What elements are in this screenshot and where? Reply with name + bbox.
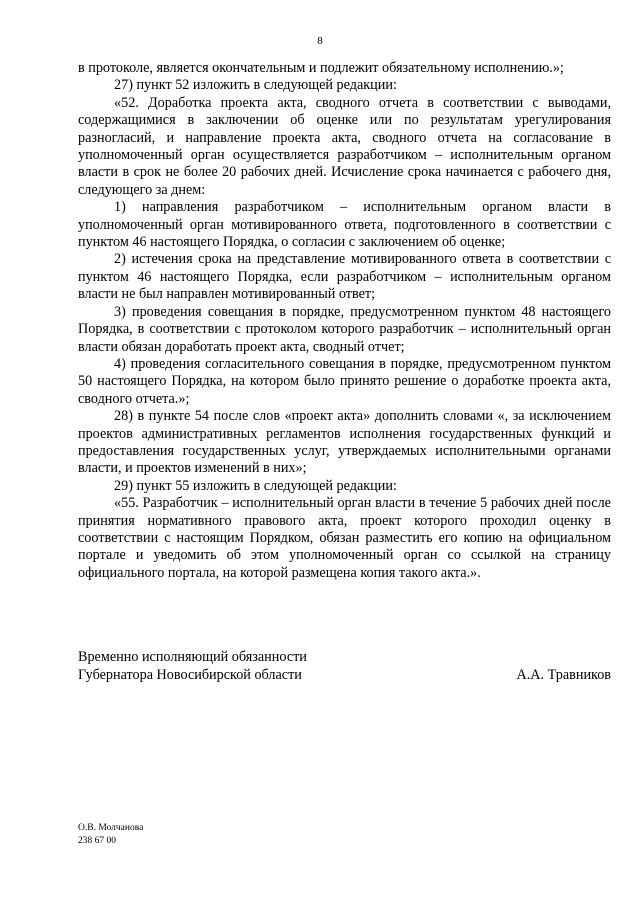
paragraph-item-28: 28) в пункте 54 после слов «проект акта» дополнить словами «, за исключением проектов административных регламентов исполнения государственных функций и предоставления государственных услуг, утверждаемых исполнительными органами власти, и проектов изменений в них»; bbox=[78, 408, 611, 477]
document-body bbox=[78, 60, 611, 582]
executor-block bbox=[78, 822, 143, 848]
paragraph-clause-55: «55. Разработчик – исполнительный орган власти в течение 5 рабочих дней после принятия нормативного правового акта, проект которого проходил оценку в соответствии с настоящим Порядком, обязан разместить его копию на официальном портале и уведомить об этом уполномоченный орган со ссылкой на страницу официального портала, на которой размещена копия такого акта.». bbox=[78, 495, 611, 581]
executor-name: О.В. Молчанова bbox=[78, 823, 144, 833]
paragraph-subitem-1: 1) направления разработчиком – исполнительным органом власти в уполномоченный орган мотивированного ответа, подготовленного в соответствии с пунктом 46 настоящего Порядка, о согласии с заключением об оценке; bbox=[78, 199, 611, 251]
paragraph-item-27: 27) пункт 52 изложить в следующей редакции: bbox=[114, 77, 397, 94]
signatory-name: А.А. Травников bbox=[516, 667, 611, 683]
paragraph-item-29: 29) пункт 55 изложить в следующей редакции: bbox=[114, 477, 397, 494]
paragraph-subitem-4: 4) проведения согласительного совещания в порядке, предусмотренном пунктом 50 настоящего Порядка, на котором было принято решение о доработке проекта акта, сводного отчета.»; bbox=[78, 355, 611, 407]
paragraph-continuation: в протоколе, является окончательным и подлежит обязательному исполнению.»; bbox=[78, 60, 564, 76]
signature-block bbox=[78, 648, 611, 684]
signatory-position-line2: Губернатора Новосибирской области bbox=[78, 667, 302, 683]
paragraph-clause-52: «52. Доработка проекта акта, сводного отчета в соответствии с выводами, содержащимися в заключении об оценке или по результатам урегулирования разногласий, и направление проекта акта, сводного отчета на согласование в уполномоченный орган осуществляется разработчиком – исполнительным органом власти в срок не более 20 рабочих дней. Исчисление срока начинается с рабочего дня, следующего за днем: bbox=[78, 94, 611, 198]
paragraph-subitem-2: 2) истечения срока на представление мотивированного ответа в соответствии с пунктом 46 настоящего Порядка, если разработчиком – исполнительным органом власти не был направлен мотивированный ответ; bbox=[78, 251, 611, 303]
page-number: 8 bbox=[317, 35, 323, 47]
signatory-position-line1: Временно исполняющий обязанности bbox=[78, 649, 307, 665]
executor-phone: 238 67 00 bbox=[78, 836, 116, 846]
paragraph-subitem-3: 3) проведения совещания в порядке, предусмотренном пунктом 48 настоящего Порядка, в соответствии с протоколом которого разработчик – исполнительный орган власти обязан доработать проект акта, сводный отчет; bbox=[78, 303, 611, 355]
